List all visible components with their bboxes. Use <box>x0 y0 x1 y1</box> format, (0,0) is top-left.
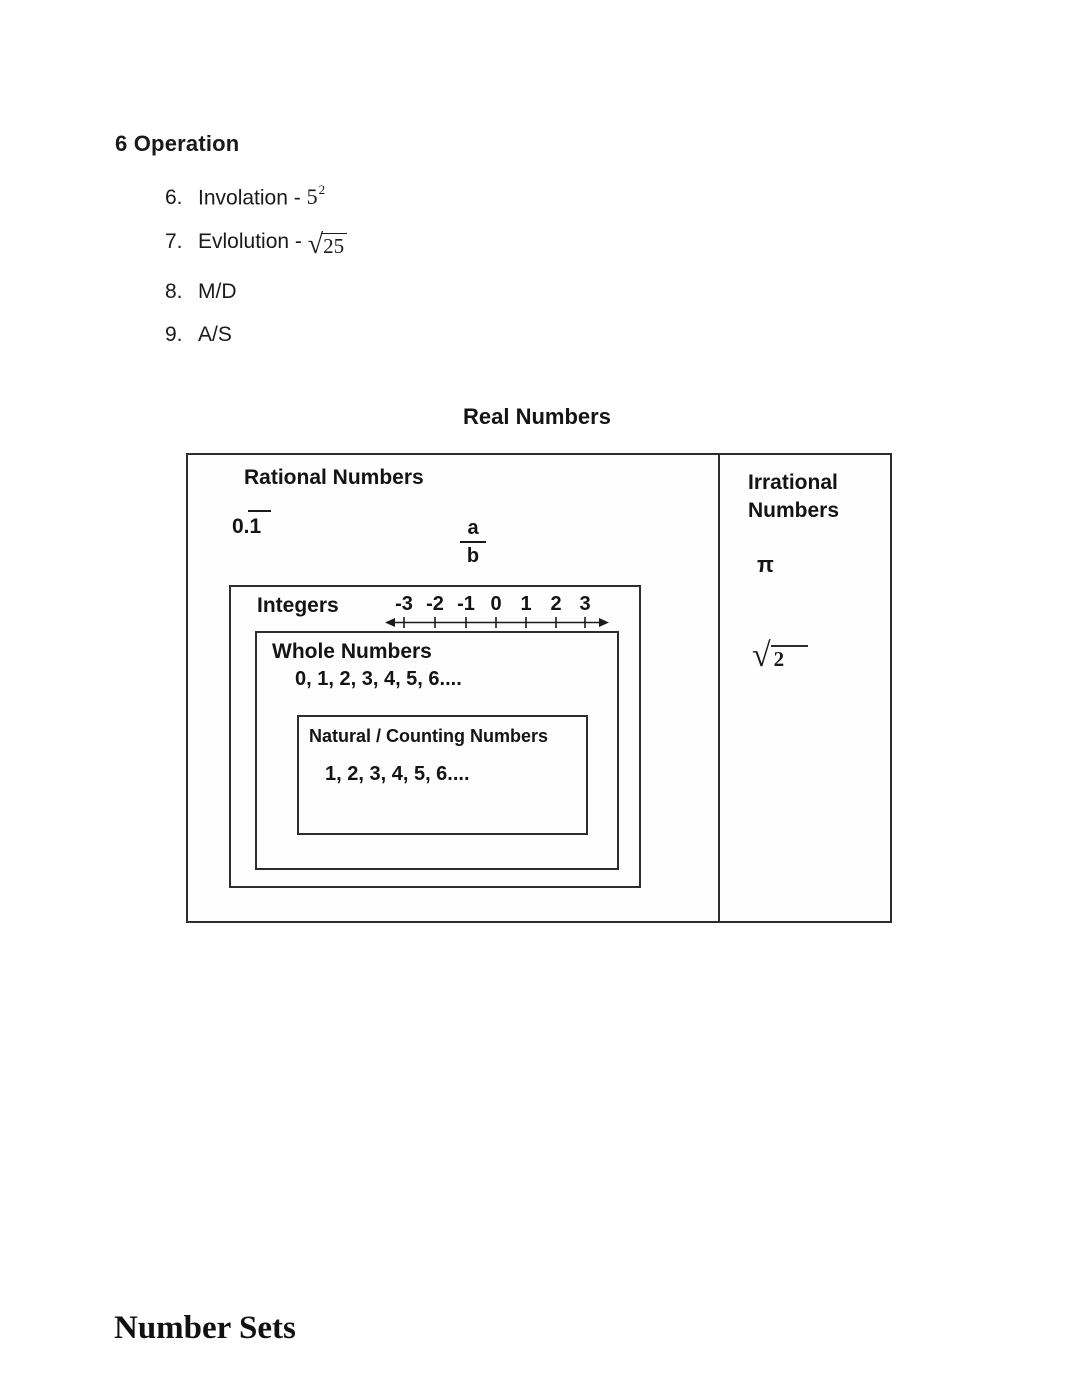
list-item-text: A/S <box>198 323 232 346</box>
irrational-label-line2: Numbers <box>748 499 840 522</box>
square-root-expression <box>308 231 347 259</box>
page-title: Number Sets <box>114 1310 296 1346</box>
rational-irrational-divider-line <box>718 455 720 921</box>
number-line-tick-label: -2 <box>426 593 444 615</box>
pi-symbol: π <box>757 552 774 577</box>
list-item-number: 7. <box>165 230 183 253</box>
irrational-label-line1: Irrational <box>748 471 838 494</box>
number-sets-diagram <box>186 453 892 923</box>
radicand: 2 <box>771 645 809 670</box>
square-root-of-two <box>752 639 808 673</box>
radicand: 25 <box>321 233 347 257</box>
list-item-text: M/D <box>198 280 237 303</box>
list-item <box>165 322 232 348</box>
natural-counting-numbers-label: Natural / Counting Numbers <box>309 726 549 746</box>
fraction-denominator: b <box>466 545 480 567</box>
number-line-tick-label: -1 <box>457 593 475 615</box>
radical-sign: √ <box>752 637 771 674</box>
repeating-digit-with-overline: 1 <box>249 515 262 538</box>
number-line-tick-label: -3 <box>395 593 413 615</box>
number-line-tick-label: 2 <box>550 593 562 615</box>
list-item-text: Involation - <box>198 186 307 210</box>
decimal-prefix: 0. <box>232 515 250 538</box>
power-base: 5 <box>306 184 318 210</box>
list-item-number: 9. <box>165 323 183 346</box>
fraction-a-over-b <box>460 517 486 567</box>
list-item <box>165 279 237 305</box>
list-item-number: 8. <box>165 280 183 303</box>
section-heading: 6 Operation <box>115 131 240 156</box>
number-line <box>385 616 609 629</box>
diagram-title: Real Numbers <box>463 404 611 429</box>
fraction-numerator: a <box>460 517 486 543</box>
list-item-text: Evlolution - <box>198 230 308 253</box>
power-expression <box>307 184 325 209</box>
repeating-decimal-example <box>232 515 261 539</box>
list-item <box>165 179 324 211</box>
number-line-tick-label: 1 <box>520 593 532 615</box>
natural-numbers-values: 1, 2, 3, 4, 5, 6.... <box>325 763 470 785</box>
rational-numbers-label: Rational Numbers <box>244 466 424 489</box>
list-item <box>165 229 347 259</box>
power-exponent: 2 <box>318 182 326 197</box>
number-line-tick-label: 0 <box>490 593 502 615</box>
list-item-number: 6. <box>165 186 183 210</box>
irrational-numbers-label <box>748 469 839 525</box>
whole-numbers-label: Whole Numbers <box>272 640 432 663</box>
integers-label: Integers <box>257 594 339 617</box>
whole-numbers-values: 0, 1, 2, 3, 4, 5, 6.... <box>295 668 462 690</box>
number-line-tick-label: 3 <box>579 593 591 615</box>
radical-sign: √ <box>307 229 324 260</box>
